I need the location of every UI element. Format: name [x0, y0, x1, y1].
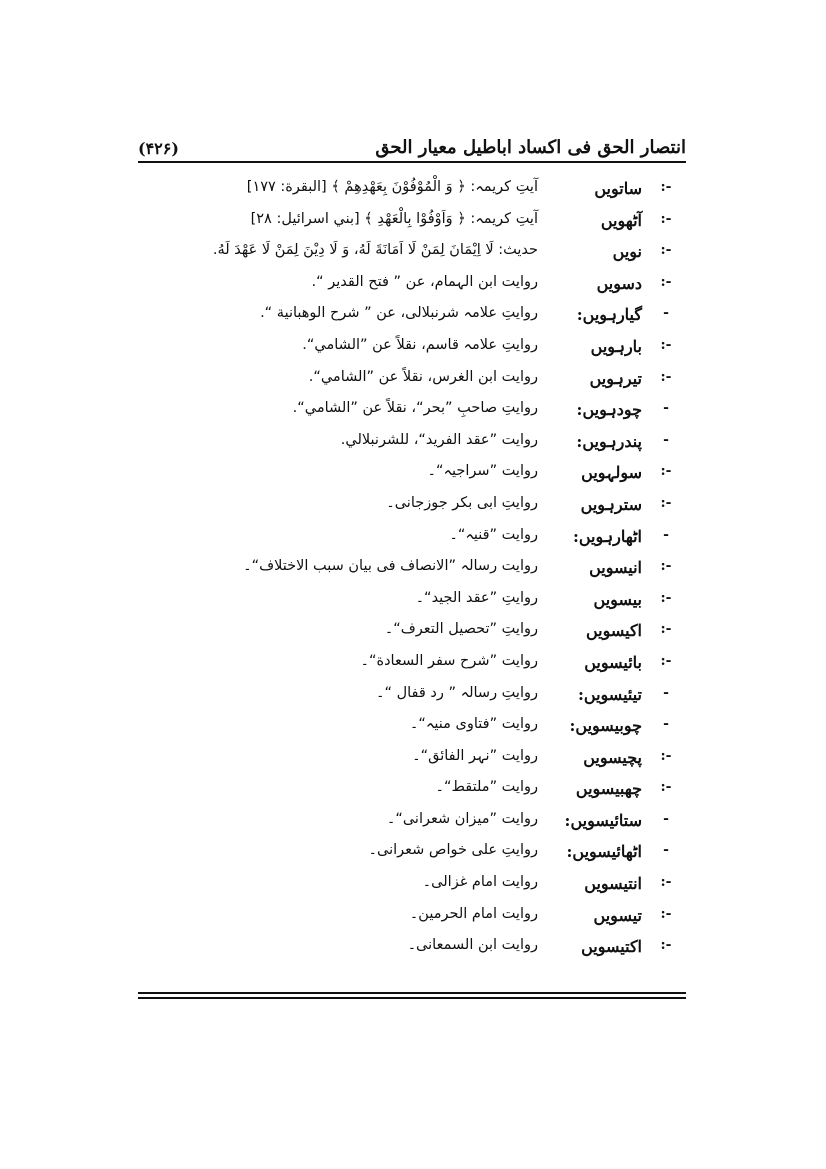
entry-separator: :-	[660, 558, 672, 575]
entry-label: نویں	[612, 242, 642, 262]
entry-label: گیارہویں:	[576, 305, 642, 325]
entry-text: آیتِ کریمہ: ﴿ وَ الْمُوْفُوْنَ بِعَهْدِهِمْ ﴾ [البقرة: ١٧٧]	[246, 179, 538, 195]
entry-text: حدیث: لَا اِيْمَانَ لِمَنْ لَا اَمَانَةَ لَهُ، وَ لَا دِيْنَ لِمَنْ لَا عَهْدَ لَهُ.	[212, 242, 538, 259]
entry-label: بیسویں	[593, 589, 642, 609]
header-rule	[138, 161, 686, 163]
list-item	[138, 587, 686, 619]
list-item	[138, 745, 686, 777]
list-item	[138, 429, 686, 461]
entry-separator: :-	[660, 273, 672, 290]
entry-label: سترہویں	[580, 494, 642, 514]
entry-label: بارہویں	[590, 336, 642, 356]
list-item	[138, 176, 686, 208]
entry-label: سولہویں	[581, 463, 642, 483]
list-item	[138, 492, 686, 524]
entry-list	[138, 176, 686, 966]
entry-separator: :-	[660, 937, 672, 954]
entry-text: روایتِ علامہ شرنبلالی، عن ” شرح الوهبانية “.	[260, 305, 538, 322]
entry-text: روایت ”عقد الفرید“، للشرنبلالي.	[340, 431, 538, 448]
entry-text: آیتِ کریمہ: ﴿ وَاَوْفُوْا بِالْعَهْدِ ﴾ [بني اسرائيل: ٢٨]	[250, 210, 538, 227]
list-item	[138, 239, 686, 271]
entry-separator: :-	[660, 589, 672, 606]
footer-rule-bottom	[138, 997, 686, 999]
entry-separator: :-	[660, 210, 672, 227]
list-item	[138, 682, 686, 714]
entry-label: چوبیسویں:	[569, 716, 642, 736]
entry-label: پچیسویں	[583, 747, 642, 767]
entry-label: تیسویں	[593, 905, 642, 925]
book-title: انتصار الحق فی اکساد اباطیل معیار الحق	[375, 137, 686, 158]
entry-text: روایتِ ابی بکر جوزجانی۔	[386, 494, 538, 511]
list-item	[138, 903, 686, 935]
entry-label: چودہویں:	[576, 400, 642, 420]
entry-text: روایت ابن السمعانی۔	[407, 937, 538, 954]
entry-label: اٹھارہویں:	[572, 526, 642, 546]
entry-text: روایت ”شرح سفر السعادة“۔	[360, 652, 538, 669]
entry-separator: :-	[660, 779, 672, 796]
entry-text: روایت امام الحرمین۔	[409, 905, 538, 922]
entry-text: روایت ”فتاوی منیہ“۔	[409, 716, 538, 733]
list-item	[138, 618, 686, 650]
page-number: (۴۲۶)	[138, 139, 179, 158]
list-item	[138, 808, 686, 840]
entry-separator: :-	[660, 747, 672, 764]
list-item	[138, 366, 686, 398]
entry-separator: :-	[660, 242, 672, 259]
list-item	[138, 271, 686, 303]
entry-separator: :-	[660, 905, 672, 922]
list-item	[138, 871, 686, 903]
footer-rule-top	[138, 992, 686, 994]
entry-label: انتیسویں	[584, 874, 642, 894]
entry-label: پندرہویں:	[576, 431, 642, 451]
entry-label: تیئیسویں:	[577, 684, 642, 704]
entry-label: ستائیسویں:	[564, 810, 642, 830]
page-header	[138, 132, 686, 158]
entry-text: روایتِ ”عقد الجید“۔	[415, 589, 538, 606]
entry-separator: -	[663, 526, 669, 543]
list-item	[138, 776, 686, 808]
entry-separator: :-	[660, 463, 672, 480]
entry-text: روایت ”قنیہ“۔	[449, 526, 538, 543]
entry-label: دسویں	[596, 273, 642, 293]
list-item	[138, 208, 686, 240]
list-item	[138, 302, 686, 334]
entry-text: روایتِ صاحبِ ”بحر“، نقلاً عن ”الشامي“.	[292, 400, 538, 417]
entry-separator: :-	[660, 621, 672, 638]
list-item	[138, 397, 686, 429]
list-item	[138, 713, 686, 745]
entry-text: روایتِ علی خواص شعرانی۔	[368, 842, 538, 859]
entry-text: روایت امام غزالی۔	[422, 874, 538, 891]
list-item	[138, 839, 686, 871]
entry-text: روایت ”میزان شعرانی“۔	[386, 810, 538, 827]
entry-separator: :-	[660, 179, 672, 195]
entry-label: انیسویں	[589, 558, 642, 578]
entry-label: اکیسویں	[585, 621, 642, 641]
entry-label: تیرہویں	[589, 368, 642, 388]
entry-text: روایتِ ”تحصیل التعرف“۔	[384, 621, 538, 638]
entry-label: بائیسویں	[584, 652, 642, 672]
list-item	[138, 555, 686, 587]
entry-label: چھبیسویں	[575, 779, 642, 799]
list-item	[138, 524, 686, 556]
entry-text: روایت ”ملتقط“۔	[435, 779, 538, 796]
entry-separator: -	[663, 810, 669, 827]
entry-separator: -	[663, 305, 669, 322]
entry-separator: -	[663, 684, 669, 701]
list-item	[138, 460, 686, 492]
entry-text: روایت ابن الغرس، نقلاً عن ”الشامي“.	[308, 368, 538, 385]
entry-separator: -	[663, 716, 669, 733]
entry-label: اکتیسویں	[581, 937, 642, 957]
list-item	[138, 334, 686, 366]
entry-text: روایت رسالہ ”الانصاف فی بیان سبب الاختلاف“۔	[243, 558, 538, 575]
entry-separator: :-	[660, 368, 672, 385]
entry-text: روایتِ علامہ قاسم، نقلاً عن ”الشامي“.	[302, 336, 538, 353]
entry-separator: -	[663, 431, 669, 448]
list-item	[138, 934, 686, 966]
entry-label: آٹھویں	[600, 210, 642, 230]
entry-separator: :-	[660, 874, 672, 891]
entry-text: روایت ابن الہمام، عن ” فتح القدیر “.	[311, 273, 538, 290]
entry-separator: -	[663, 400, 669, 417]
entry-label: ساتویں	[594, 179, 642, 198]
entry-separator: :-	[660, 494, 672, 511]
list-item	[138, 650, 686, 682]
entry-label: اٹھائیسویں:	[566, 842, 642, 862]
entry-separator: -	[663, 842, 669, 859]
entry-text: روایت ”نہر الفائق“۔	[412, 747, 538, 764]
entry-text: روایتِ رسالہ ” رد قفال “۔	[375, 684, 538, 701]
entry-text: روایت ”سراجیہ“۔	[427, 463, 538, 480]
entry-separator: :-	[660, 336, 672, 353]
entry-separator: :-	[660, 652, 672, 669]
